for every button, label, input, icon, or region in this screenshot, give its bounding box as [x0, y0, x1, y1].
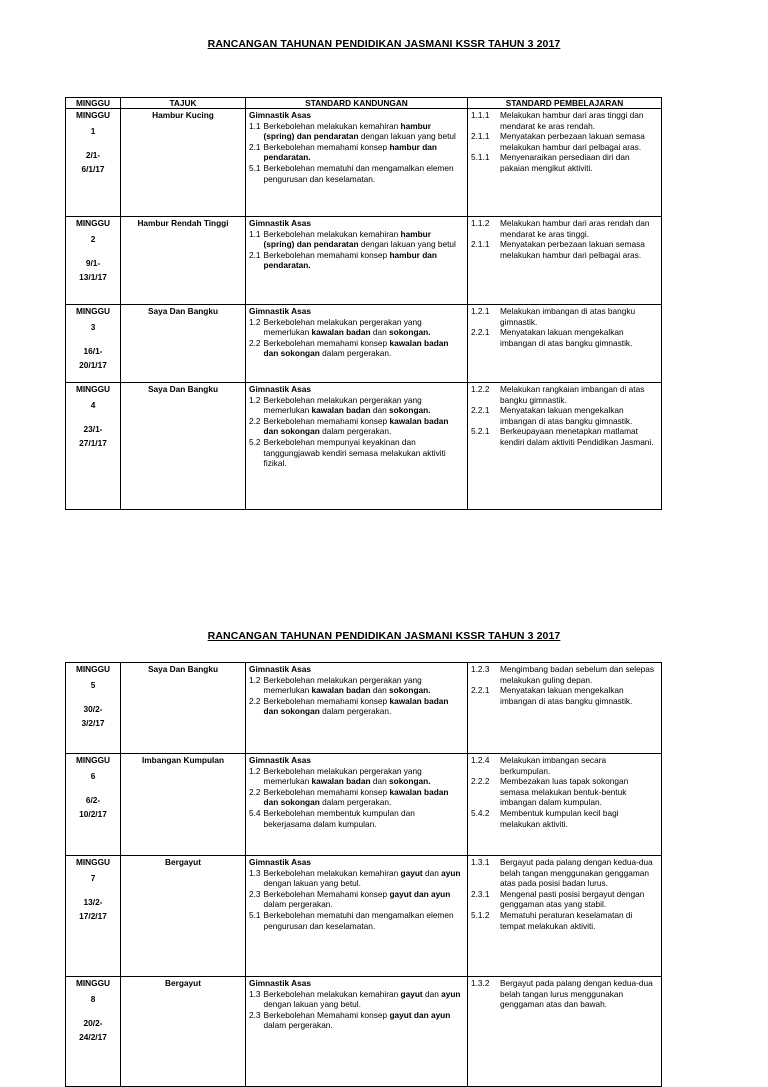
item-text: Berkebolehan melakukan kemahiran gayut dan ayun dengan lakuan yang betul.	[263, 867, 461, 889]
week-cell	[66, 109, 121, 217]
item-number: 5.2	[249, 436, 261, 447]
week-label: MINGGU	[75, 857, 111, 867]
week-number: 4	[90, 399, 96, 410]
learning-standard-item	[471, 685, 658, 706]
item-text: Berkebolehan mematuhi dan mengamalkan elemen pengurusan dan keselamatan.	[263, 909, 454, 931]
standard-kandungan-cell	[246, 856, 468, 977]
plan-table-1	[65, 97, 662, 510]
content-standard-item	[249, 675, 464, 696]
item-text: Mematuhi peraturan keselamatan di tempat melakukan aktiviti.	[500, 909, 633, 931]
standard-kandungan-cell	[246, 109, 468, 217]
topic-cell: Saya Dan Bangku	[121, 383, 246, 510]
learning-standard-item	[471, 327, 658, 348]
content-standard-item	[249, 395, 464, 416]
item-text: Berkebolehan melakukan pergerakan yang memerlukan kawalan badan dan sokongan.	[263, 394, 431, 416]
strand-heading: Gimnastik Asas	[249, 755, 311, 765]
header-minggu: MINGGU	[66, 98, 121, 109]
item-text: Berkebolehan mematuhi dan mengamalkan elemen pengurusan dan keselamatan.	[263, 162, 454, 184]
standard-kandungan-cell	[246, 754, 468, 856]
item-text: Menyatakan lakuan mengekalkan imbangan di atas bangku gimnastik.	[500, 327, 633, 348]
item-number: 2.1	[249, 249, 261, 260]
item-number: 1.1.1	[471, 110, 490, 120]
strand-heading: Gimnastik Asas	[249, 857, 311, 867]
standard-kandungan-cell	[246, 217, 468, 305]
week-cell	[66, 856, 121, 977]
week-date: 30/2- 3/2/17	[81, 704, 105, 729]
learning-standard-item	[471, 306, 658, 327]
item-number: 2.3	[249, 1009, 261, 1020]
item-number: 1.3	[249, 988, 261, 999]
topic-cell: Hambur Rendah Tinggi	[121, 217, 246, 305]
learning-standard-item	[471, 889, 658, 910]
header-standard-kandungan: STANDARD KANDUNGAN	[246, 98, 468, 109]
plan-table-2	[65, 662, 662, 1087]
item-text: Berkebolehan melakukan pergerakan yang memerlukan kawalan badan dan sokongan.	[263, 674, 431, 696]
learning-standard-item	[471, 384, 658, 405]
item-number: 2.2	[249, 695, 261, 706]
learning-standard-item	[471, 978, 658, 1010]
item-number: 5.1	[249, 909, 261, 920]
item-number: 1.1	[249, 120, 261, 131]
week-number: 1	[90, 125, 96, 136]
content-standard-item	[249, 989, 464, 1010]
item-text: Berkebolehan memahami konsep kawalan badan dan sokongan dalam pergerakan.	[263, 415, 449, 437]
week-number: 8	[90, 993, 96, 1004]
week-number: 6	[90, 770, 96, 781]
content-standard-item	[249, 1010, 464, 1031]
week-cell	[66, 754, 121, 856]
item-number: 1.2	[249, 674, 261, 685]
strand-heading: Gimnastik Asas	[249, 306, 311, 316]
item-text: Membezakan luas tapak sokongan semasa melakukan bentuk-bentuk imbangan dalam kumpulan.	[500, 776, 629, 808]
topic-cell: Bergayut	[121, 856, 246, 977]
content-standard-item	[249, 250, 464, 271]
learning-standard-item	[471, 910, 658, 931]
item-number: 2.3	[249, 888, 261, 899]
item-text: Menyatakan perbezaan lakuan semasa melakukan hambur dari pelbagai aras.	[500, 131, 645, 152]
standard-kandungan-cell	[246, 663, 468, 754]
item-number: 1.2.1	[471, 306, 490, 316]
item-number: 5.1.2	[471, 909, 490, 920]
learning-standard-item	[471, 131, 658, 152]
item-text: Berkebolehan memahami konsep kawalan badan dan sokongan dalam pergerakan.	[263, 337, 449, 359]
topic-cell: Imbangan Kumpulan	[121, 754, 246, 856]
week-label: MINGGU	[75, 218, 111, 228]
week-cell	[66, 977, 121, 1087]
item-text: Melakukan rangkaian imbangan di atas bangku gimnastik.	[500, 384, 645, 405]
week-row	[66, 383, 662, 510]
item-number: 5.1.1	[471, 152, 490, 163]
standard-kandungan-cell	[246, 977, 468, 1087]
week-cell	[66, 217, 121, 305]
item-text: Berkebolehan melakukan kemahiran hambur (spring) dan pendaratan dengan lakuan yang betul	[263, 228, 456, 250]
content-standard-item	[249, 696, 464, 717]
item-number: 2.2	[249, 337, 261, 348]
item-text: Melakukan hambur dari aras rendah dan mendarat ke aras tinggi.	[500, 218, 650, 239]
week-cell	[66, 663, 121, 754]
item-text: Membentuk kumpulan kecil bagi melakukan aktiviti.	[500, 807, 619, 829]
item-text: Menyenaraikan persediaan diri dan pakaian mengikut aktiviti.	[500, 152, 630, 173]
item-text: Melakukan imbangan secara berkumpulan.	[500, 755, 607, 776]
item-number: 5.4.2	[471, 807, 490, 818]
item-text: Mengimbang badan sebelum dan selepas melakukan guling depan.	[500, 664, 655, 685]
strand-heading: Gimnastik Asas	[249, 218, 311, 228]
week-number: 7	[90, 872, 96, 883]
content-standard-item	[249, 868, 464, 889]
week-cell	[66, 383, 121, 510]
week-row	[66, 977, 662, 1087]
item-number: 2.2.1	[471, 327, 490, 338]
learning-standard-item	[471, 808, 658, 829]
topic-cell: Saya Dan Bangku	[121, 305, 246, 383]
standard-kandungan-cell	[246, 383, 468, 510]
item-text: Berkebolehan Memahami konsep gayut dan ayun dalam pergerakan.	[263, 888, 451, 910]
strand-heading: Gimnastik Asas	[249, 978, 311, 988]
content-standard-item	[249, 338, 464, 359]
content-standard-item	[249, 317, 464, 338]
item-text: Berkebolehan Memahami konsep gayut dan ayun dalam pergerakan.	[263, 1009, 451, 1031]
content-standard-item	[249, 889, 464, 910]
learning-standard-item	[471, 776, 658, 808]
header-row	[66, 98, 662, 109]
item-number: 5.2.1	[471, 426, 490, 437]
item-text: Menyatakan lakuan mengekalkan imbangan di atas bangku gimnastik.	[500, 685, 633, 706]
standard-pembelajaran-cell	[468, 217, 662, 305]
item-number: 1.2.4	[471, 755, 490, 765]
week-date: 16/1- 20/1/17	[79, 346, 107, 371]
content-standard-item	[249, 163, 464, 184]
item-text: Berkebolehan memahami konsep hambur dan pendaratan.	[263, 141, 437, 163]
item-number: 1.3.1	[471, 857, 490, 867]
week-label: MINGGU	[75, 384, 111, 394]
item-text: Berkebolehan memahami konsep kawalan badan dan sokongan dalam pergerakan.	[263, 695, 449, 717]
item-number: 1.1.2	[471, 218, 490, 228]
item-text: Melakukan imbangan di atas bangku gimnastik.	[500, 306, 636, 327]
item-text: Berkebolehan mempunyai keyakinan dan tanggungjawab kendiri semasa melakukan aktiviti fizikal.	[263, 436, 446, 469]
strand-heading: Gimnastik Asas	[249, 110, 311, 120]
week-date: 6/2- 10/2/17	[79, 795, 107, 820]
item-text: Berkebolehan melakukan pergerakan yang memerlukan kawalan badan dan sokongan.	[263, 765, 431, 787]
week-date: 2/1- 6/1/17	[81, 150, 105, 175]
item-text: Berkebolehan melakukan kemahiran gayut dan ayun dengan lakuan yang betul.	[263, 988, 461, 1010]
week-date: 20/2- 24/2/17	[79, 1018, 107, 1043]
week-row	[66, 754, 662, 856]
item-text: Berkebolehan melakukan pergerakan yang memerlukan kawalan badan dan sokongan.	[263, 316, 431, 338]
content-standard-item	[249, 910, 464, 931]
week-number: 2	[90, 233, 96, 244]
item-number: 2.2	[249, 786, 261, 797]
item-text: Berkeupayaan menetapkan matlamat kendiri dalam aktiviti Pendidikan Jasmani.	[500, 426, 654, 447]
header-standard-pembelajaran: STANDARD PEMBELAJARAN	[468, 98, 662, 109]
week-label: MINGGU	[75, 110, 111, 120]
standard-pembelajaran-cell	[468, 856, 662, 977]
item-number: 2.2.1	[471, 405, 490, 416]
week-label: MINGGU	[75, 755, 111, 765]
week-date: 13/2- 17/2/17	[79, 897, 107, 922]
item-number: 2.1.1	[471, 131, 490, 142]
standard-pembelajaran-cell	[468, 305, 662, 383]
week-row	[66, 109, 662, 217]
item-number: 2.2	[249, 415, 261, 426]
item-number: 5.1	[249, 162, 261, 173]
item-text: Menyatakan lakuan mengekalkan imbangan di atas bangku gimnastik.	[500, 405, 633, 426]
strand-heading: Gimnastik Asas	[249, 664, 311, 674]
learning-standard-item	[471, 152, 658, 173]
item-number: 1.3.2	[471, 978, 490, 988]
item-text: Bergayut pada palang dengan kedua-dua belah tangan lurus menggunakan genggaman atas dan bawah.	[500, 978, 653, 1010]
week-label: MINGGU	[75, 306, 111, 316]
learning-standard-item	[471, 239, 658, 260]
item-text: Bergayut pada palang dengan kedua-dua belah tangan menggunakan genggaman atas pada posisi badan lurus.	[500, 857, 653, 889]
content-standard-item	[249, 142, 464, 163]
item-number: 1.2	[249, 316, 261, 327]
item-number: 1.2	[249, 394, 261, 405]
item-number: 2.3.1	[471, 888, 490, 899]
week-row	[66, 305, 662, 383]
item-text: Berkebolehan memahami konsep hambur dan pendaratan.	[263, 249, 437, 271]
content-standard-item	[249, 416, 464, 437]
item-number: 1.3	[249, 867, 261, 878]
week-row	[66, 856, 662, 977]
learning-standard-item	[471, 426, 658, 447]
item-number: 1.2.2	[471, 384, 490, 394]
content-standard-item	[249, 766, 464, 787]
standard-pembelajaran-cell	[468, 663, 662, 754]
item-text: Berkebolehan memahami konsep kawalan badan dan sokongan dalam pergerakan.	[263, 786, 449, 808]
learning-standard-item	[471, 405, 658, 426]
standard-pembelajaran-cell	[468, 109, 662, 217]
page-title: RANCANGAN TAHUNAN PENDIDIKAN JASMANI KSSR TAHUN 3 2017	[207, 630, 561, 642]
week-date: 9/1- 13/1/17	[79, 258, 107, 283]
content-standard-item	[249, 808, 464, 829]
content-standard-item	[249, 121, 464, 142]
content-standard-item	[249, 787, 464, 808]
learning-standard-item	[471, 218, 658, 239]
strand-heading: Gimnastik Asas	[249, 384, 311, 394]
standard-kandungan-cell	[246, 305, 468, 383]
item-text: Melakukan hambur dari aras tinggi dan mendarat ke aras rendah.	[500, 110, 644, 131]
standard-pembelajaran-cell	[468, 977, 662, 1087]
week-cell	[66, 305, 121, 383]
standard-pembelajaran-cell	[468, 383, 662, 510]
item-number: 1.2	[249, 765, 261, 776]
header-tajuk: TAJUK	[121, 98, 246, 109]
item-text: Mengenal pasti posisi bergayut dengan genggaman atas yang stabil.	[500, 888, 645, 910]
item-number: 2.1	[249, 141, 261, 152]
item-text: Berkebolehan membentuk kumpulan dan bekerjasama dalam kumpulan.	[263, 807, 415, 829]
week-date: 23/1- 27/1/17	[79, 424, 107, 449]
item-number: 2.2.1	[471, 685, 490, 696]
week-number: 3	[90, 321, 96, 332]
learning-standard-item	[471, 110, 658, 131]
topic-cell: Hambur Kucing	[121, 109, 246, 217]
learning-standard-item	[471, 755, 658, 776]
learning-standard-item	[471, 857, 658, 889]
week-row	[66, 663, 662, 754]
item-number: 5.4	[249, 807, 261, 818]
item-number: 2.2.2	[471, 776, 490, 787]
content-standard-item	[249, 437, 464, 469]
page-title: RANCANGAN TAHUNAN PENDIDIKAN JASMANI KSSR TAHUN 3 2017	[207, 38, 561, 50]
topic-cell: Bergayut	[121, 977, 246, 1087]
week-label: MINGGU	[75, 664, 111, 674]
item-number: 1.2.3	[471, 664, 490, 674]
item-text: Menyatakan perbezaan lakuan semasa melakukan hambur dari pelbagai aras.	[500, 239, 645, 260]
item-number: 2.1.1	[471, 239, 490, 250]
week-number: 5	[90, 679, 96, 690]
item-number: 1.1	[249, 228, 261, 239]
topic-cell: Saya Dan Bangku	[121, 663, 246, 754]
learning-standard-item	[471, 664, 658, 685]
content-standard-item	[249, 229, 464, 250]
standard-pembelajaran-cell	[468, 754, 662, 856]
item-text: Berkebolehan melakukan kemahiran hambur (spring) dan pendaratan dengan lakuan yang betul	[263, 120, 456, 142]
week-row	[66, 217, 662, 305]
week-label: MINGGU	[75, 978, 111, 988]
